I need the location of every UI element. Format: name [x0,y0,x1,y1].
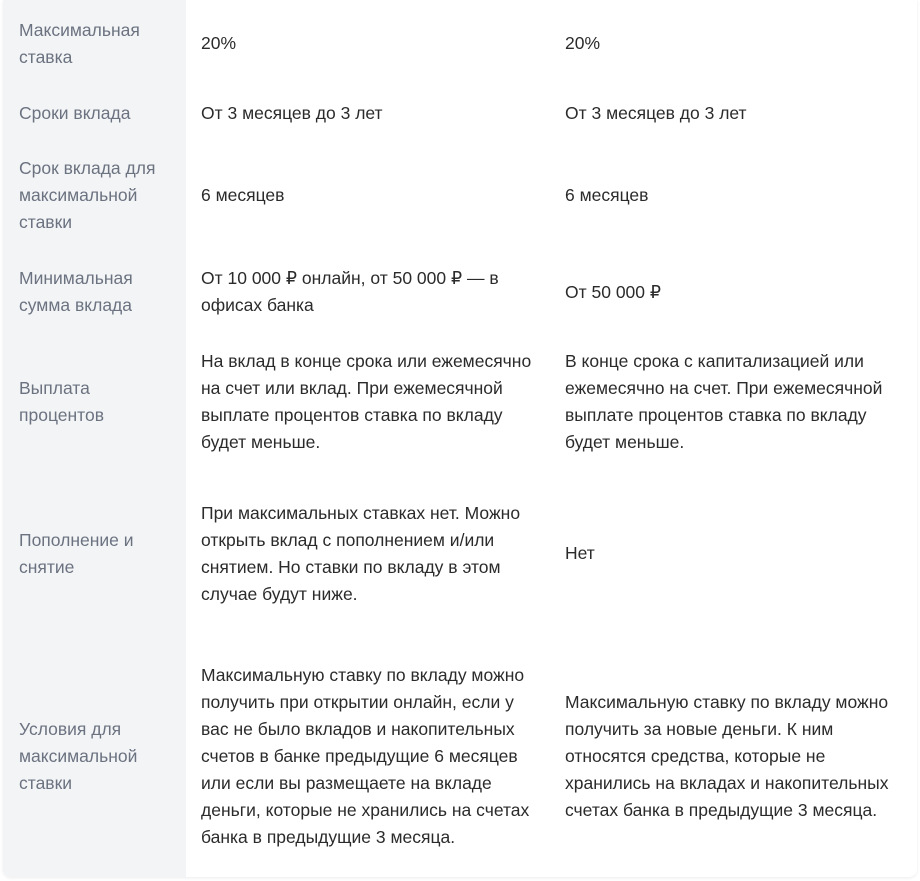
row-value-first: На вклад в конце срока или ежемесячно на счет или вклад. При ежемесячной выплате процентов ставка по вкладу будет меньше. [201,351,532,452]
row-label: Срок вклада для максимальной ставки [19,158,156,232]
table-row-max-rate [3,0,917,87]
deposit-comparison-table [3,0,917,877]
row-value-first: От 10 000 ₽ онлайн, от 50 000 ₽ — в офисах банка [201,268,499,315]
row-value-first: 20% [201,33,237,53]
row-value-second: От 50 000 ₽ [565,281,662,302]
table-row-max-rate-conditions [3,636,917,877]
row-label: Минимальная сумма вклада [19,268,133,315]
row-value-first: От 3 месяцев до 3 лет [201,103,383,123]
row-label: Сроки вклада [19,103,131,123]
table-row-max-rate-term [3,140,917,251]
row-value-first: При максимальных ставках нет. Можно открыть вклад с пополнением и/или снятием. Но ставки по вкладу в этом случае будут ниже. [201,502,521,604]
row-value-second: От 3 месяцев до 3 лет [565,103,747,123]
row-value-first: Максимальную ставку по вкладу можно получить при открытии онлайн, если у вас не было вкладов и накопительных счетов в банке предыдущие 6 месяцев или если вы размещаете на вкладе деньги, которые не хранились на счетах банка в предыдущие 3 месяца. [201,665,530,847]
row-label: Выплата процентов [19,378,105,425]
row-label: Максимальная ставка [19,19,140,67]
row-value-second: В конце срока с капитализацией или ежемесячно на счет. При ежемесячной выплате процентов ставка по вкладу будет меньше. [565,351,883,452]
row-label: Пополнение и снятие [19,529,134,577]
row-value-second: 6 месяцев [565,185,649,205]
table-row-terms [3,87,917,140]
row-value-second: 20% [565,33,601,53]
table-row-top-up-withdrawal [3,471,917,636]
comparison-table [3,0,917,877]
row-label: Условия для максимальной ставки [19,719,138,793]
table-row-min-amount [3,251,917,333]
row-value-second: Нет [565,543,595,563]
table-row-interest-payout [3,333,917,471]
row-value-first: 6 месяцев [201,185,285,205]
row-value-second: Максимальную ставку по вкладу можно получить за новые деньги. К ним относятся средства, которые не хранились на вкладах и накопительных счетах банка в предыдущие 3 месяца. [565,692,889,820]
